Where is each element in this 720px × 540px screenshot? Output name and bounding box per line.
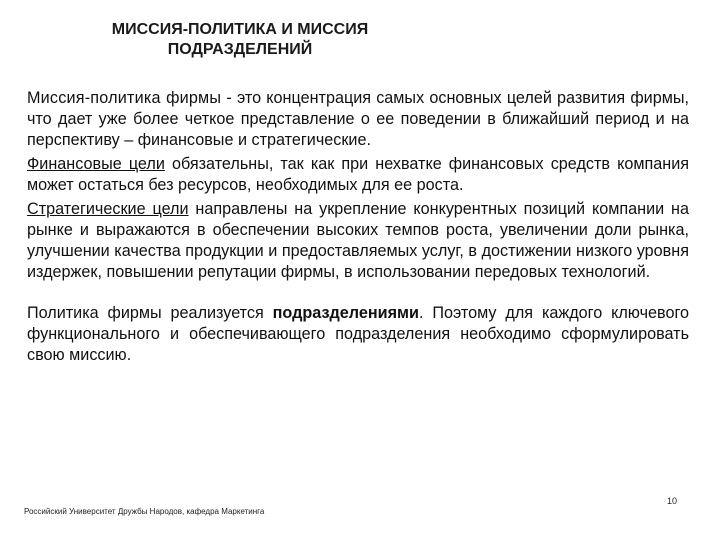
footer-caption: Российский Университет Дружбы Народов, кафедра Маркетинга bbox=[24, 507, 265, 516]
slide-body bbox=[27, 88, 689, 366]
slide-title bbox=[60, 20, 420, 60]
paragraph-mission-policy bbox=[27, 88, 689, 151]
title-line-1: МИССИЯ-ПОЛИТИКА И МИССИЯ bbox=[111, 21, 369, 38]
paragraph-strategic-goals-text: направлены на укрепление конкурентных позиций компании на рынке и выражаются в обеспечении высоких темпов роста, увеличении доли рынка, улучшении качества продукции и предоставляемых услуг, в достижении низкого уровня издержек, повышении репутации фирмы, в использовании передовых технологий. bbox=[27, 200, 689, 281]
paragraph-financial-goals-text: обязательны, так как при нехватке финансовых средств компания может остаться без ресурсов, необходимых для ее роста. bbox=[27, 155, 689, 194]
term-mission-policy: Миссия-политика фирмы bbox=[27, 89, 222, 107]
paragraph-strategic-goals bbox=[27, 199, 689, 283]
paragraph-mission-policy-text: - это концентрация самых основных целей развития фирмы, что дает уже более четкое представление о ее поведении в ближайший период и на перспективу – финансовые и стратегические. bbox=[27, 89, 689, 149]
term-strategic-goals: Стратегические цели bbox=[27, 200, 189, 218]
page-number: 10 bbox=[667, 496, 678, 506]
paragraph-division-missions-before: Политика фирмы реализуется bbox=[27, 304, 273, 322]
title-line-2: ПОДРАЗДЕЛЕНИЙ bbox=[167, 41, 313, 58]
term-financial-goals: Финансовые цели bbox=[27, 155, 165, 173]
paragraph-division-missions-after: . Поэтому для каждого ключевого функционального и обеспечивающего подразделения необходимо сформулировать свою миссию. bbox=[27, 304, 689, 364]
paragraph-division-missions bbox=[27, 303, 689, 366]
term-divisions: подразделениями bbox=[272, 304, 419, 322]
paragraph-financial-goals bbox=[27, 154, 689, 196]
